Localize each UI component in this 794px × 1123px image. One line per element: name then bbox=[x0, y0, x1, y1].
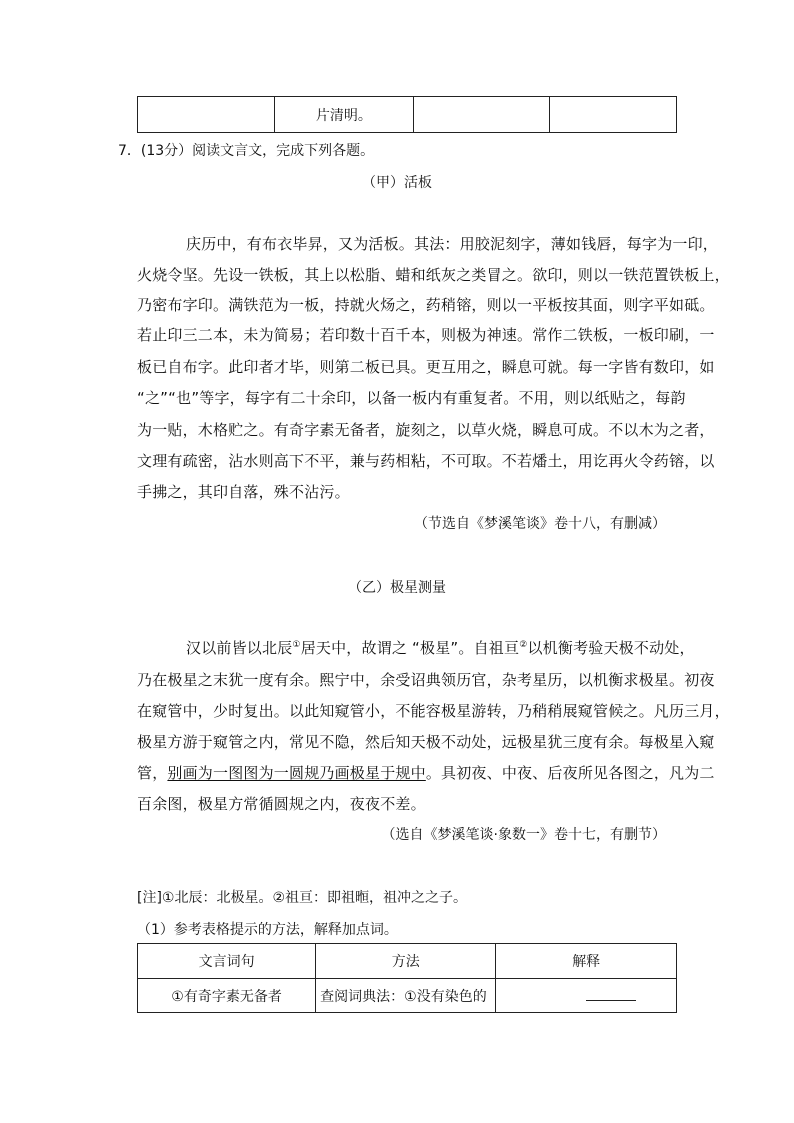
passage-b-source: （选自《梦溪笔谈·象数一》卷十七，有删节） bbox=[381, 827, 666, 843]
passage-a-line: 乃密布字印。满铁范为一板，持就火炀之，药稍镕，则以一平板按其面，则字平如砥。 bbox=[137, 296, 715, 314]
table-header-cell: 解释 bbox=[496, 944, 677, 979]
passage-a-line: “之”“也”等字，每字有二十余印，以备一板内有重复者。不用，则以纸贴之，每韵 bbox=[137, 389, 686, 407]
subquestion-1: （1）参考表格提示的方法，解释加点词。 bbox=[137, 922, 398, 938]
passage-b-line: 在窥管中，少时复出。以此知窥管小，不能容极星游转，乃稍稍展窥管候之。凡历三月， bbox=[137, 702, 730, 720]
table-header-cell: 方法 bbox=[316, 944, 496, 979]
passage-b-text: 管， bbox=[137, 764, 168, 782]
answer-cell bbox=[496, 979, 677, 1013]
passage-a-line: 文理有疏密，沾水则高下不平，兼与药相粘，不可取。不若燔土，用讫再火令药镕，以 bbox=[137, 452, 715, 470]
passage-a-line: 若止印三二本，未为简易；若印数十百千本，则极为神速。常作二铁板，一板印刷，一 bbox=[137, 326, 715, 344]
footnote-marker: ② bbox=[519, 640, 528, 650]
passage-b-line bbox=[137, 762, 715, 783]
top-table-cell bbox=[138, 97, 275, 133]
passage-b-text: 。具初夜、中夜、后夜所见各图之，凡为二 bbox=[425, 764, 715, 782]
passage-a-line: 板已自布字。此印者才毕，则第二板已具。更互用之，瞬息可就。每一字皆有数印，如 bbox=[137, 358, 715, 376]
answer-blank[interactable] bbox=[586, 986, 636, 1001]
passage-b-line: 极星方游于窥管之内，常见不隐，然后知天极不动处，远极星犹三度有余。每极星入窥 bbox=[137, 733, 715, 751]
table-header-cell: 文言词句 bbox=[138, 944, 316, 979]
passage-b-text: 居天中，故谓之 “极星”。自祖亘 bbox=[300, 639, 520, 657]
passage-a-line: 为一贴，木格贮之。有奇字素无备者，旋刻之，以草火烧，瞬息可成。不以木为之者， bbox=[137, 421, 715, 439]
passage-b-line: 乃在极星之末犹一度有余。熙宁中，余受诏典领历官，杂考星历，以机衡求极星。初夜 bbox=[137, 671, 715, 689]
table-header-row bbox=[138, 944, 677, 979]
passage-a-source: （节选自《梦溪笔谈》卷十八，有删减） bbox=[414, 516, 666, 532]
footnote-marker: ① bbox=[292, 640, 301, 650]
passage-b-line: 百余图，极星方常循圆规之内，夜夜不差。 bbox=[137, 795, 426, 813]
annotation-note: [注]①北辰：北极星。②祖亘：即祖暅，祖冲之之子。 bbox=[137, 890, 468, 906]
underlined-sentence: 别画为一图图为一圆规乃画极星于规中 bbox=[167, 764, 426, 782]
top-table-cell: 片清明。 bbox=[275, 97, 413, 133]
passage-a-line: 手拂之，其印自落，殊不沾污。 bbox=[137, 483, 350, 501]
passage-a-line: 庆历中，有布衣毕昇，又为活板。其法：用胶泥刻字，薄如钱唇，每字为一印， bbox=[186, 235, 719, 253]
question-header: 7．(13分）阅读文言文，完成下列各题。 bbox=[118, 143, 375, 159]
passage-b-line bbox=[186, 637, 695, 658]
passage-a-title: （甲）活板 bbox=[362, 175, 432, 191]
table-cell: ①有奇字素无备者 bbox=[138, 979, 316, 1013]
top-table bbox=[137, 96, 677, 133]
passage-a-line: 火烧令坚。先设一铁板，其上以松脂、蜡和纸灰之类冒之。欲印，则以一铁范置铁板上， bbox=[137, 266, 730, 284]
table-cell: 查阅词典法：①没有染色的 bbox=[316, 979, 496, 1013]
table-row bbox=[138, 979, 677, 1013]
top-table-cell bbox=[413, 97, 549, 133]
passage-b-text: 以机衡考验天极不动处， bbox=[527, 639, 695, 657]
passage-b-title: （乙）极星测量 bbox=[348, 580, 446, 596]
top-table-cell bbox=[549, 97, 676, 133]
passage-b-text: 汉以前皆以北辰 bbox=[186, 639, 293, 657]
explanation-table bbox=[137, 943, 677, 1013]
